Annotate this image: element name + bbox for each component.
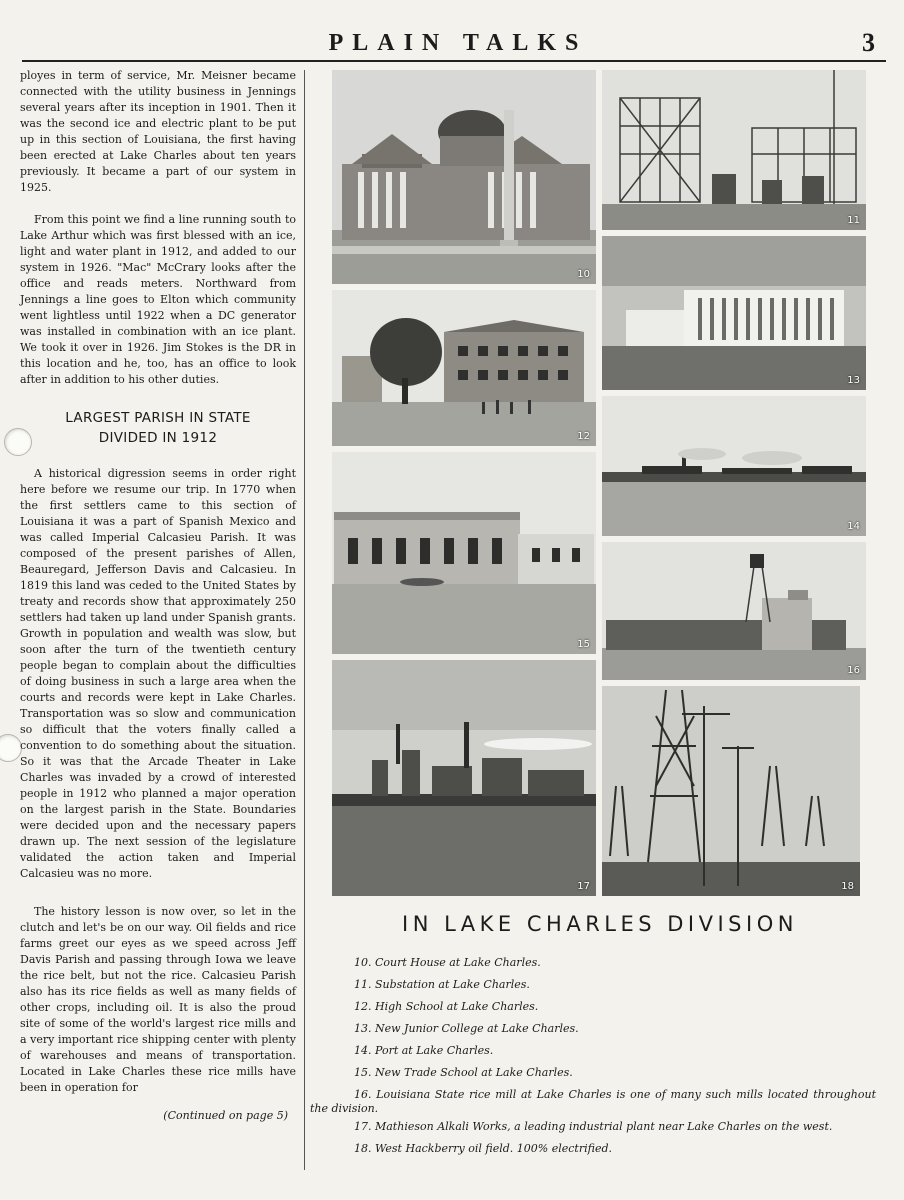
photo-trade-school bbox=[332, 452, 596, 654]
article-column bbox=[20, 68, 296, 1124]
photo-court-house bbox=[332, 70, 596, 284]
article-paragraph-3: A historical digression seems in order right here before we resume our trip. In 1770 when the first settlers came to this section of Louisiana it was a part of Spanish Mexico and was called Imperial Calcasieu Parish. It was composed of the present parishes of Allen, Beauregard, Jefferson Davis and Calcasieu. In 1819 this land was ceded to the United States by treaty and records show that approximately 250 settlers had taken up land under Spanish grants. Growth in population and wealth was slow, but soon after the turn of the twentieth century people began to complain about the difficulties of doing business in such a large area when the courts and records were kept in Lake Charles. Transportation was so slow and communication so difficult that the voters finally called a convention to do something about the situation. So it was that the Arcade Theater in Lake Charles was invaded by a crowd of interested people in 1912 who planned a major operation on the largest parish in the State. Boundaries were decided upon and the necessary papers drawn up. The next session of the legislature validated the action taken and Imperial Calcasieu was no more. bbox=[20, 467, 296, 880]
photo-number: 17 bbox=[577, 881, 590, 892]
masthead-rule bbox=[22, 60, 886, 62]
section-heading-line-1: LARGEST PARISH IN STATE bbox=[65, 410, 251, 426]
binder-hole-bottom bbox=[0, 734, 22, 762]
article-paragraph-1: ployes in term of service, Mr. Meisner became connected with the utility business in Jennings several years after its inception in 1901. Then it was the second ice and electric plant to be put up in this section of Louisiana, the first having been erected at Lake Charles about ten years previously. It became a part of our system in 1925. bbox=[20, 69, 296, 194]
photo-number: 12 bbox=[577, 431, 590, 442]
photo-high-school bbox=[332, 290, 596, 446]
photo-junior-college bbox=[602, 236, 866, 390]
caption-item: 17. Mathieson Alkali Works, a leading industrial plant near Lake Charles on the west. bbox=[354, 1120, 833, 1133]
caption-item: 14. Port at Lake Charles. bbox=[354, 1044, 494, 1057]
publication-title: PLAIN TALKS bbox=[328, 30, 588, 56]
photo-substation bbox=[602, 70, 866, 230]
photo-number: 10 bbox=[577, 269, 590, 280]
caption-item: 16. Louisiana State rice mill at Lake Charles is one of many such mills located throughout the division. bbox=[310, 1088, 876, 1115]
photo-number: 15 bbox=[577, 639, 590, 650]
photo-number: 14 bbox=[847, 521, 860, 532]
caption-item: 12. High School at Lake Charles. bbox=[354, 1000, 539, 1013]
caption-item: 13. New Junior College at Lake Charles. bbox=[354, 1022, 579, 1035]
photo-number: 18 bbox=[841, 881, 854, 892]
caption-item: 15. New Trade School at Lake Charles. bbox=[354, 1066, 573, 1079]
section-heading bbox=[20, 408, 296, 448]
caption-item: 11. Substation at Lake Charles. bbox=[354, 978, 530, 991]
photo-number: 13 bbox=[847, 375, 860, 386]
continued-note: (Continued on page 5) bbox=[163, 1109, 288, 1122]
caption-item: 10. Court House at Lake Charles. bbox=[354, 956, 541, 969]
photo-alkali-works bbox=[332, 660, 596, 896]
page-number: 3 bbox=[862, 28, 875, 57]
caption-list bbox=[310, 952, 876, 1160]
masthead bbox=[0, 26, 904, 62]
article-paragraph-2: From this point we find a line running south to Lake Arthur which was first blessed with an ice, light and water plant in 1912, and added to our system in 1926. "Mac" McCrary looks after the office and reads meters. Northward from Jennings a line goes to Elton which community went lightless until 1922 when a DC generator was installed in combination with an ice plant. We took it over in 1926. Jim Stokes is the DR in this location and he, too, has an office to look after in addition to his other duties. bbox=[20, 213, 296, 386]
photo-oil-field bbox=[602, 686, 860, 896]
photo-port bbox=[602, 396, 866, 536]
photo-number: 11 bbox=[847, 215, 860, 226]
caption-item: 18. West Hackberry oil field. 100% electrified. bbox=[354, 1142, 613, 1155]
photo-number: 16 bbox=[847, 665, 860, 676]
section-heading-line-2: DIVIDED IN 1912 bbox=[98, 430, 218, 446]
article-paragraph-4: The history lesson is now over, so let in the clutch and let's be on our way. Oil fields and rice farms greet our eyes as we speed across Jeff Davis Parish and passing through Iowa we leave the rice belt, but not the rice. Calcasieu Parish also has its rice fields as well as many fields of other crops, including oil. It is also the proud site of some of the world's largest rice mills and a very important rice shipping center with plenty of warehouses and means of transportation. Located in Lake Charles these rice mills have been in operation for bbox=[20, 905, 296, 1094]
column-divider bbox=[304, 70, 305, 1170]
captions-title: IN LAKE CHARLES DIVISION bbox=[402, 912, 798, 936]
photo-rice-mill bbox=[602, 542, 866, 680]
